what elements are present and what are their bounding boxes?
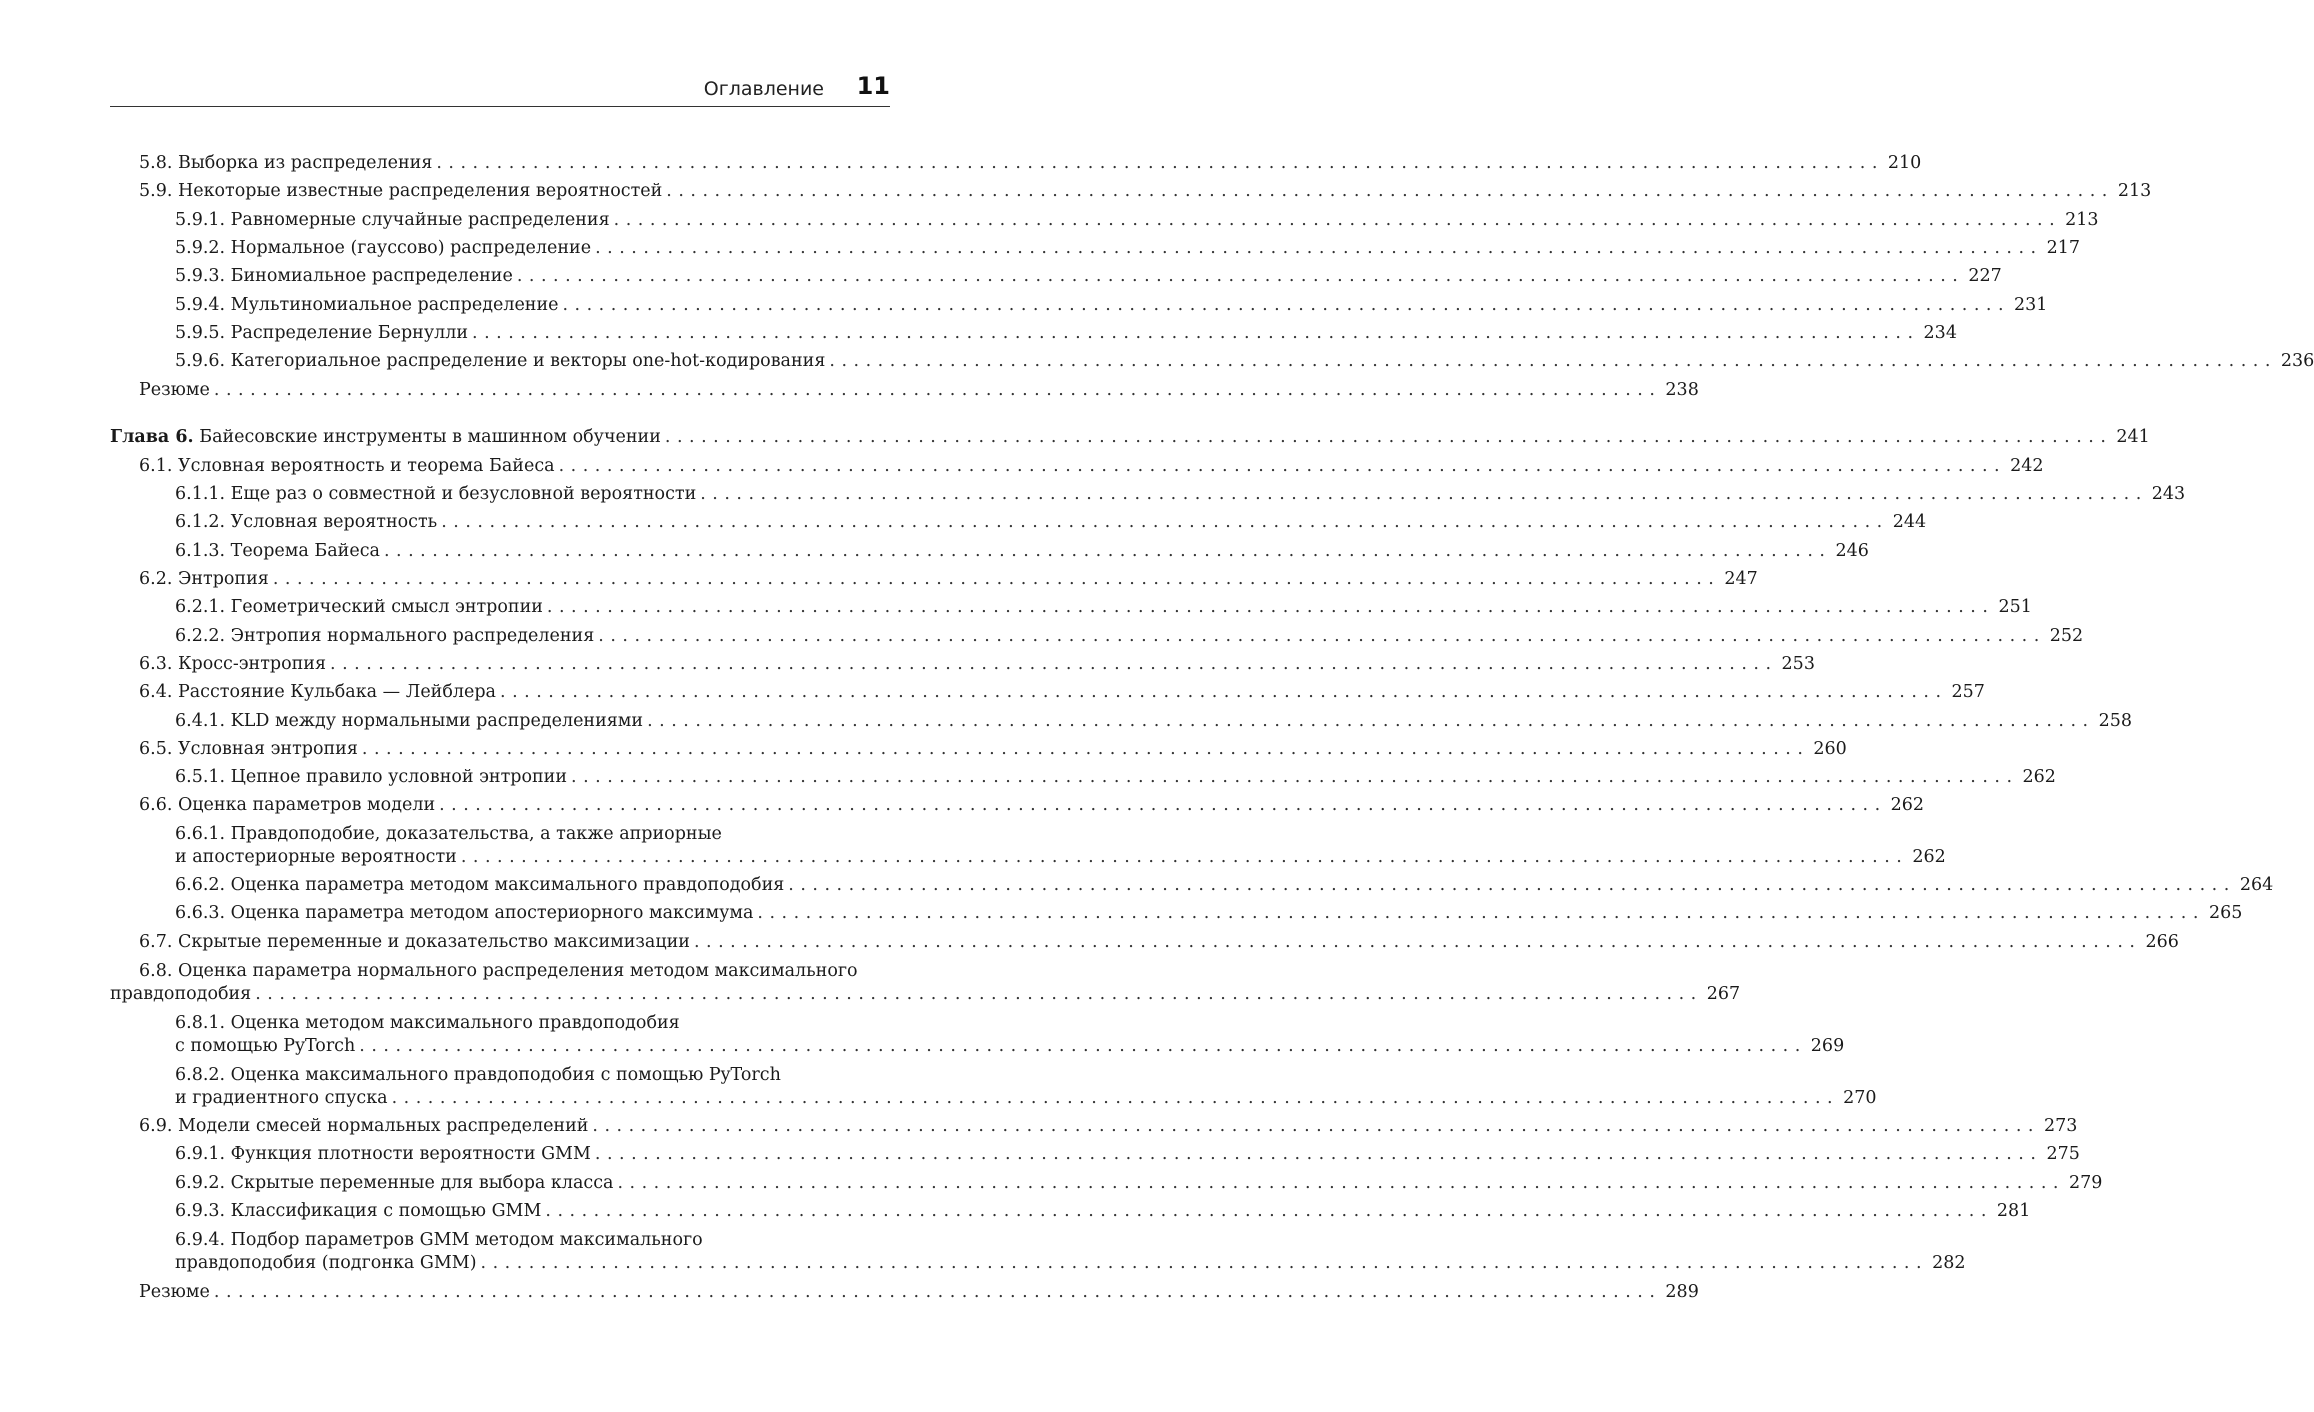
leader-dots: ........................................................................................................................	[788, 875, 2236, 895]
leader-dots: ........................................................................................................................	[359, 1036, 1807, 1056]
toc-entry-text: 5.9.5. Распределение Бернулли	[175, 323, 469, 343]
toc-entry[interactable]	[139, 681, 1985, 703]
toc-entry-first-line: 6.8. Оценка параметра нормального распределения методом максимального	[139, 961, 858, 981]
toc-entry-first-line: 6.6.1. Правдоподобие, доказательства, а также априорные	[175, 824, 722, 844]
leader-dots: ........................................................................................................................	[439, 795, 1887, 815]
toc-page-number: 266	[2145, 932, 2179, 952]
toc-entry-title	[175, 237, 591, 259]
toc-entry-title	[139, 152, 432, 174]
toc-entry-title	[175, 846, 457, 868]
toc-entry-text: 6.6. Оценка параметров модели	[139, 795, 436, 815]
leader-dots: ........................................................................................................................	[592, 1116, 2040, 1136]
toc-entry[interactable]	[139, 738, 1847, 760]
toc-page-number: 234	[1923, 323, 1957, 343]
leader-dots: ........................................................................................................................	[500, 682, 1948, 702]
leader-dots: ........................................................................................................................	[361, 739, 1810, 759]
toc-entry-text: правдоподобия (подгонка GMM)	[175, 1253, 477, 1273]
toc-page-number: 210	[1887, 153, 1922, 173]
toc-entry-title	[139, 1115, 588, 1137]
toc-entry[interactable]	[175, 596, 2032, 618]
toc-page-number: 227	[1968, 266, 2002, 286]
toc-entry-title	[175, 1143, 591, 1165]
toc-entry-title	[139, 455, 555, 477]
toc-page-number: 265	[2208, 903, 2243, 923]
leader-dots: ........................................................................................................................	[480, 1253, 1929, 1273]
toc-entry-title	[175, 322, 468, 344]
toc-entry[interactable]	[175, 322, 1957, 344]
toc-entry[interactable]	[139, 180, 2152, 202]
toc-page-number: 241	[2116, 427, 2150, 447]
toc-entry[interactable]	[175, 350, 2314, 372]
leader-dots: ........................................................................................................................	[516, 266, 1965, 286]
toc-entry-title	[175, 265, 513, 287]
leader-dots: ........................................................................................................................	[272, 569, 1721, 589]
toc-entry-title	[139, 931, 690, 953]
toc-entry-text: 6.1.3. Теорема Байеса	[175, 541, 380, 561]
toc-page-number: 243	[2151, 484, 2186, 504]
toc-entry-title	[139, 379, 210, 401]
toc-entry-title	[139, 653, 326, 675]
leader-dots: ........................................................................................................................	[693, 932, 2142, 952]
toc-page-number: 273	[2043, 1116, 2078, 1136]
toc-entry[interactable]	[175, 846, 1946, 868]
toc-page-number: 262	[2022, 767, 2056, 787]
toc-entry-text: 5.9.6. Категориальное распределение и векторы one-hot-кодирования	[175, 351, 826, 371]
toc-entry-text: Резюме	[139, 1282, 210, 1302]
toc-entry-title	[175, 1087, 388, 1109]
leader-dots: ........................................................................................................................	[330, 654, 1778, 674]
leader-dots: ........................................................................................................................	[757, 903, 2205, 923]
toc-entry[interactable]	[139, 794, 1925, 816]
toc-entry-title	[139, 180, 662, 202]
toc-entry-text: 6.9.2. Скрытые переменные для выбора класса	[175, 1173, 614, 1193]
toc-entry[interactable]	[175, 1035, 1845, 1057]
toc-entry-text: 6.4.1. KLD между нормальными распределениями	[175, 711, 644, 731]
toc-entry[interactable]	[175, 1200, 2031, 1222]
toc-page-number: 279	[2068, 1173, 2103, 1193]
toc-entry-text: и градиентного спуска	[175, 1088, 388, 1108]
toc-entry-title	[139, 568, 269, 590]
toc-entry-title	[175, 1200, 541, 1222]
toc-page-number: 282	[1932, 1253, 1966, 1273]
toc-entry-text: 5.9.1. Равномерные случайные распределения	[175, 210, 610, 230]
toc-entry[interactable]	[110, 426, 2150, 448]
toc-entry-text: 6.1.2. Условная вероятность	[175, 512, 438, 532]
leader-dots: ........................................................................................................................	[213, 1282, 1662, 1302]
toc-entry-title	[175, 1035, 355, 1057]
toc-entry[interactable]	[175, 1172, 2103, 1194]
leader-dots: ........................................................................................................................	[255, 984, 1703, 1004]
toc-entry[interactable]	[139, 1115, 2078, 1137]
toc-entry[interactable]	[175, 766, 2056, 788]
toc-page-number: 236	[2280, 351, 2314, 371]
toc-entry[interactable]	[175, 237, 2080, 259]
toc-entry[interactable]	[139, 1281, 1699, 1303]
page-number: 11	[856, 72, 890, 100]
leader-dots: ........................................................................................................................	[613, 210, 2062, 230]
toc-entry-first-line: 6.8.2. Оценка максимального правдоподобия с помощью PyTorch	[175, 1065, 781, 1085]
toc-entry[interactable]	[175, 625, 2084, 647]
toc-entry-text: 6.9.1. Функция плотности вероятности GMM	[175, 1144, 591, 1164]
toc-entry-text: с помощью PyTorch	[175, 1036, 356, 1056]
leader-dots: ........................................................................................................................	[562, 295, 2011, 315]
toc-entry-title	[175, 483, 696, 505]
toc-entry-title	[139, 1281, 210, 1303]
toc-entry[interactable]	[139, 455, 2044, 477]
toc-page-number: 270	[1843, 1088, 1877, 1108]
leader-dots: ........................................................................................................................	[647, 711, 2095, 731]
toc-entry-title	[175, 596, 543, 618]
leader-dots: ........................................................................................................................	[571, 767, 2019, 787]
leader-dots: ........................................................................................................................	[436, 153, 1884, 173]
toc-entry-text: 6.6.3. Оценка параметра методом апостериорного максимума	[175, 903, 754, 923]
toc-page-number: 264	[2239, 875, 2274, 895]
toc-entry-text: и апостериорные вероятности	[175, 847, 457, 867]
toc-page-number: 262	[1890, 795, 1925, 815]
leader-dots: ........................................................................................................................	[391, 1088, 1840, 1108]
toc-entry[interactable]	[139, 152, 1922, 174]
toc-entry-text: 6.1.1. Еще раз о совместной и безусловной вероятности	[175, 484, 697, 504]
toc-entry-title	[175, 350, 825, 372]
toc-entry-title	[175, 1252, 477, 1274]
toc-page-number: 252	[2049, 626, 2084, 646]
leader-dots: ........................................................................................................................	[460, 847, 1909, 867]
toc-entry-text: 5.9.4. Мультиномиальное распределение	[175, 295, 559, 315]
leader-dots: ........................................................................................................................	[441, 512, 1889, 532]
leader-dots: ........................................................................................................................	[595, 238, 2043, 258]
leader-dots: ........................................................................................................................	[700, 484, 2148, 504]
header-title: Оглавление	[703, 78, 824, 100]
toc-entry-text: 6.7. Скрытые переменные и доказательство максимизации	[139, 932, 690, 952]
leader-dots: ........................................................................................................................	[598, 626, 2046, 646]
toc-entry[interactable]	[139, 379, 1699, 401]
toc-entry-text: 6.1. Условная вероятность и теорема Байеса	[139, 456, 555, 476]
toc-entry-title	[175, 625, 594, 647]
toc-page-number: 242	[2010, 456, 2044, 476]
toc-entry-title	[175, 540, 380, 562]
toc-entry-text: 5.9.3. Биномиальное распределение	[175, 266, 513, 286]
toc-page-number: 253	[1781, 654, 1815, 674]
leader-dots: ........................................................................................................................	[546, 597, 1995, 617]
toc-page-number: 281	[1996, 1201, 2031, 1221]
toc-entry-text: 6.2.2. Энтропия нормального распределения	[175, 626, 595, 646]
toc-entry-text: 6.5.1. Цепное правило условной энтропии	[175, 767, 567, 787]
toc-entry-title	[175, 294, 558, 316]
chapter-label: Глава 6.	[110, 427, 194, 447]
toc-page-number: 247	[1724, 569, 1758, 589]
toc-page-number: 251	[1998, 597, 2032, 617]
toc-entry-text: 6.4. Расстояние Кульбака — Лейблера	[139, 682, 496, 702]
toc-entry-title	[175, 710, 643, 732]
toc-entry-text: 5.9. Некоторые известные распределения вероятностей	[139, 181, 663, 201]
toc-page-number: 244	[1892, 512, 1927, 532]
toc-entry-first-line: 6.8.1. Оценка методом максимального правдоподобия	[175, 1013, 680, 1033]
toc-page-number: 260	[1813, 739, 1847, 759]
toc-entry[interactable]	[175, 483, 2186, 505]
toc-page-number: 275	[2046, 1144, 2080, 1164]
toc-entry[interactable]	[175, 1252, 1966, 1274]
toc-page-number: 257	[1951, 682, 1985, 702]
leader-dots: ........................................................................................................................	[829, 351, 2277, 371]
toc-entry-text: 6.2.1. Геометрический смысл энтропии	[175, 597, 543, 617]
toc-page-number: 217	[2046, 238, 2080, 258]
toc-entry[interactable]	[175, 265, 2002, 287]
toc-entry[interactable]	[175, 710, 2133, 732]
toc-entry-text: 6.9.3. Классификация с помощью GMM	[175, 1201, 542, 1221]
leader-dots: ........................................................................................................................	[664, 427, 2113, 447]
toc-page-number: 269	[1810, 1036, 1845, 1056]
toc-entry-text: 6.5. Условная энтропия	[139, 739, 358, 759]
toc-entry-title	[139, 681, 496, 703]
toc-entry-text: 6.6.2. Оценка параметра методом максимального правдоподобия	[175, 875, 785, 895]
toc-entry[interactable]	[175, 902, 2243, 924]
toc-entry[interactable]	[175, 1143, 2080, 1165]
toc-entry-title	[175, 902, 753, 924]
leader-dots: ........................................................................................................................	[594, 1144, 2043, 1164]
toc-entry-title	[110, 983, 251, 1005]
toc-entry-title	[110, 426, 661, 448]
leader-dots: ........................................................................................................................	[545, 1201, 1993, 1221]
toc-page-number: 238	[1665, 380, 1699, 400]
toc-entry-text: Резюме	[139, 380, 210, 400]
leader-dots: ........................................................................................................................	[666, 181, 2114, 201]
toc-page-number: 246	[1835, 541, 1869, 561]
toc-entry-text: Байесовские инструменты в машинном обучении	[199, 427, 661, 447]
toc-page-number: 289	[1665, 1282, 1699, 1302]
toc-entry[interactable]	[175, 294, 2048, 316]
toc-page-number: 258	[2098, 711, 2133, 731]
toc-entry-title	[175, 1172, 613, 1194]
toc-entry-text: правдоподобия	[110, 984, 252, 1004]
leader-dots: ........................................................................................................................	[617, 1173, 2065, 1193]
toc-entry[interactable]	[175, 209, 2099, 231]
toc-entry[interactable]	[175, 540, 1869, 562]
toc-entry-text: 6.2. Энтропия	[139, 569, 269, 589]
toc-page-number: 231	[2014, 295, 2048, 315]
toc-entry-title	[175, 874, 784, 896]
toc-entry-text: 5.9.2. Нормальное (гауссово) распределение	[175, 238, 592, 258]
toc-entry-title	[175, 511, 437, 533]
leader-dots: ........................................................................................................................	[472, 323, 1920, 343]
leader-dots: ........................................................................................................................	[558, 456, 2007, 476]
toc-page-number: 262	[1912, 847, 1946, 867]
toc-page-number: 213	[2065, 210, 2099, 230]
toc-entry-text: 5.8. Выборка из распределения	[139, 153, 433, 173]
toc-entry-text: 6.9. Модели смесей нормальных распределений	[139, 1116, 589, 1136]
toc-entry[interactable]	[139, 653, 1815, 675]
leader-dots: ........................................................................................................................	[213, 380, 1662, 400]
toc-entry[interactable]	[139, 931, 2179, 953]
toc-entry-title	[175, 209, 610, 231]
toc-entry-first-line: 6.9.4. Подбор параметров GMM методом максимального	[175, 1230, 703, 1250]
toc-entry-title	[139, 794, 435, 816]
toc-entry-title	[175, 766, 567, 788]
toc-entry[interactable]	[175, 511, 1927, 533]
toc-entry[interactable]	[110, 983, 1741, 1005]
toc-entry[interactable]	[139, 568, 1758, 590]
toc-entry-title	[139, 738, 358, 760]
leader-dots: ........................................................................................................................	[383, 541, 1832, 561]
toc-entry[interactable]	[175, 1087, 1877, 1109]
toc-page-number: 213	[2117, 181, 2152, 201]
toc-entry[interactable]	[175, 874, 2274, 896]
toc-entry-text: 6.3. Кросс-энтропия	[139, 654, 327, 674]
toc-page-number: 267	[1706, 984, 1741, 1004]
